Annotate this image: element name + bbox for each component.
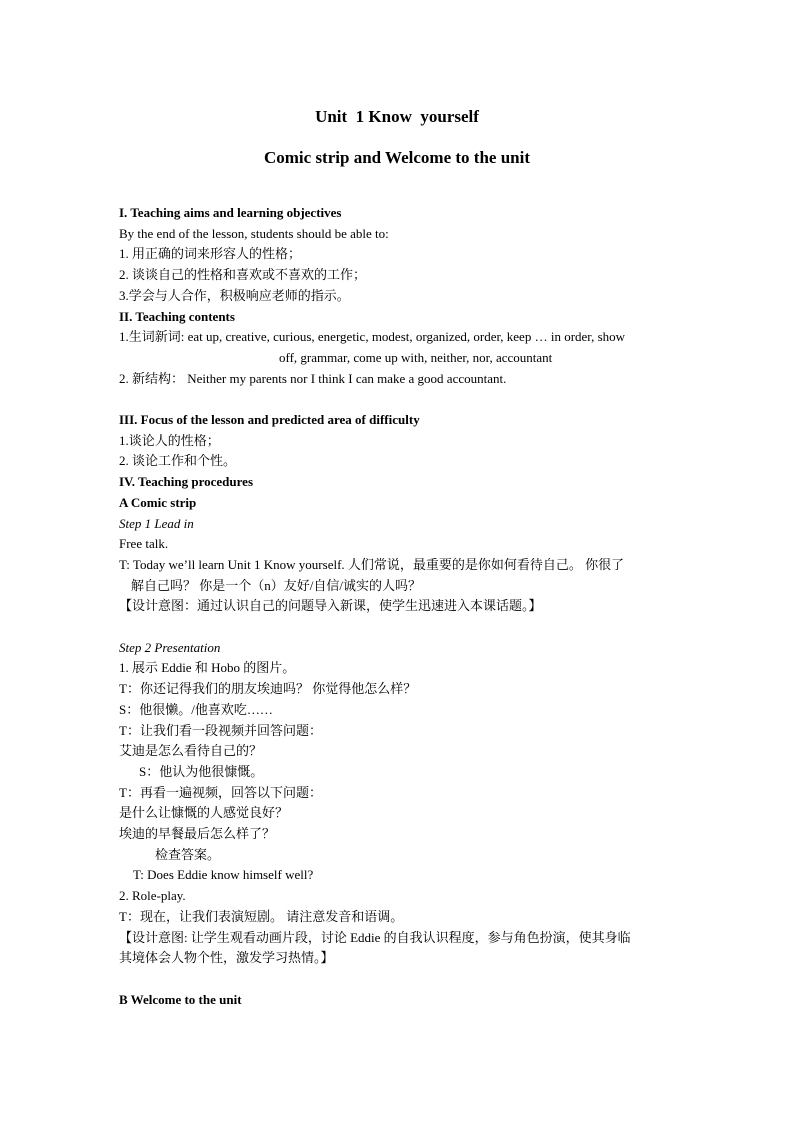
spacer xyxy=(119,617,679,638)
vocab-line-1: 1.生词新词: eat up, creative, curious, energetic, modest, organized, order, keep … in order, show xyxy=(119,329,626,345)
section-heading-focus: III. Focus of the lesson and predicted area of difficulty xyxy=(119,412,420,428)
vocab-line-2: off, grammar, come up with, neither, nor, accountant xyxy=(279,349,553,365)
document-subtitle: Comic strip and Welcome to the unit xyxy=(263,148,530,167)
section-heading-contents: II. Teaching contents xyxy=(119,308,235,324)
document-body xyxy=(119,203,679,1010)
step-2-title: Step 2 Presentation xyxy=(119,639,221,655)
teacher-question: T: Does Eddie know himself well? xyxy=(133,867,314,883)
aim-item-3: 3.学会与人合作，积极响应老师的指示。 xyxy=(119,287,350,303)
section-heading-aims: I. Teaching aims and learning objectives xyxy=(119,205,342,220)
presentation-line-4: T：让我们看一段视频并回答问题： xyxy=(119,722,322,738)
part-b-heading: B Welcome to the unit xyxy=(119,991,242,1007)
presentation-line-3: S：他很懒。/他喜欢吃…… xyxy=(119,701,273,717)
presentation-line-6: T：再看一遍视频，回答以下问题： xyxy=(119,784,322,800)
aim-item-2: 2. 谈谈自己的性格和喜欢或不喜欢的工作； xyxy=(119,267,367,283)
presentation-line-1: 1. 展示 Eddie 和 Hobo 的图片。 xyxy=(119,660,296,676)
design-intent-2: 【设计意图: 让学生观看动画片段，讨论 Eddie 的自我认识程度，参与角色扮演，使其身临 xyxy=(119,929,631,945)
design-intent-2-cont: 其境体会人物个性，激发学习热情。】 xyxy=(119,950,334,966)
spacer xyxy=(119,969,679,990)
check-answers: 检查答案。 xyxy=(155,846,221,862)
structure-line: 2. 新结构： Neither my parents nor I think I can make a good accountant. xyxy=(119,370,507,386)
teacher-line-1: T: Today we’ll learn Unit 1 Know yourself. 人们常说，最重要的是你如何看待自己。 你很了 xyxy=(119,556,625,572)
presentation-line-7: 是什么让慷慨的人感觉良好？ xyxy=(119,805,289,821)
student-answer: S：他认为他很慷慨。 xyxy=(139,763,264,779)
step-1-title: Step 1 Lead in xyxy=(119,515,194,531)
document-title: Unit 1 Know yourself xyxy=(315,107,479,126)
presentation-line-5: 艾迪是怎么看待自己的？ xyxy=(119,743,263,759)
free-talk: Free talk. xyxy=(119,536,169,552)
design-intent-1: 【设计意图：通过认识自己的问题导入新课，使学生迅速进入本课话题。】 xyxy=(119,598,542,614)
teacher-line-1-cont: 解自己吗？ 你是一个（n）友好/自信/诚实的人吗？ xyxy=(131,577,421,593)
part-a-heading: A Comic strip xyxy=(119,494,197,510)
aim-item-1: 1. 用正确的词来形容人的性格； xyxy=(119,246,302,262)
aims-intro: By the end of the lesson, students should be able to: xyxy=(119,225,389,241)
focus-item-2: 2. 谈论工作和个性。 xyxy=(119,453,237,469)
role-play: 2. Role-play. xyxy=(119,888,186,904)
teacher-role-play: T：现在，让我们表演短剧。 请注意发音和语调。 xyxy=(119,908,404,924)
spacer xyxy=(119,389,679,410)
presentation-line-8: 埃迪的早餐最后怎么样了？ xyxy=(119,826,276,842)
focus-item-1: 1.谈论人的性格； xyxy=(119,432,220,448)
section-heading-procedures: IV. Teaching procedures xyxy=(119,474,254,490)
presentation-line-2: T：你还记得我们的朋友埃迪吗？ 你觉得他怎么样？ xyxy=(119,681,417,697)
